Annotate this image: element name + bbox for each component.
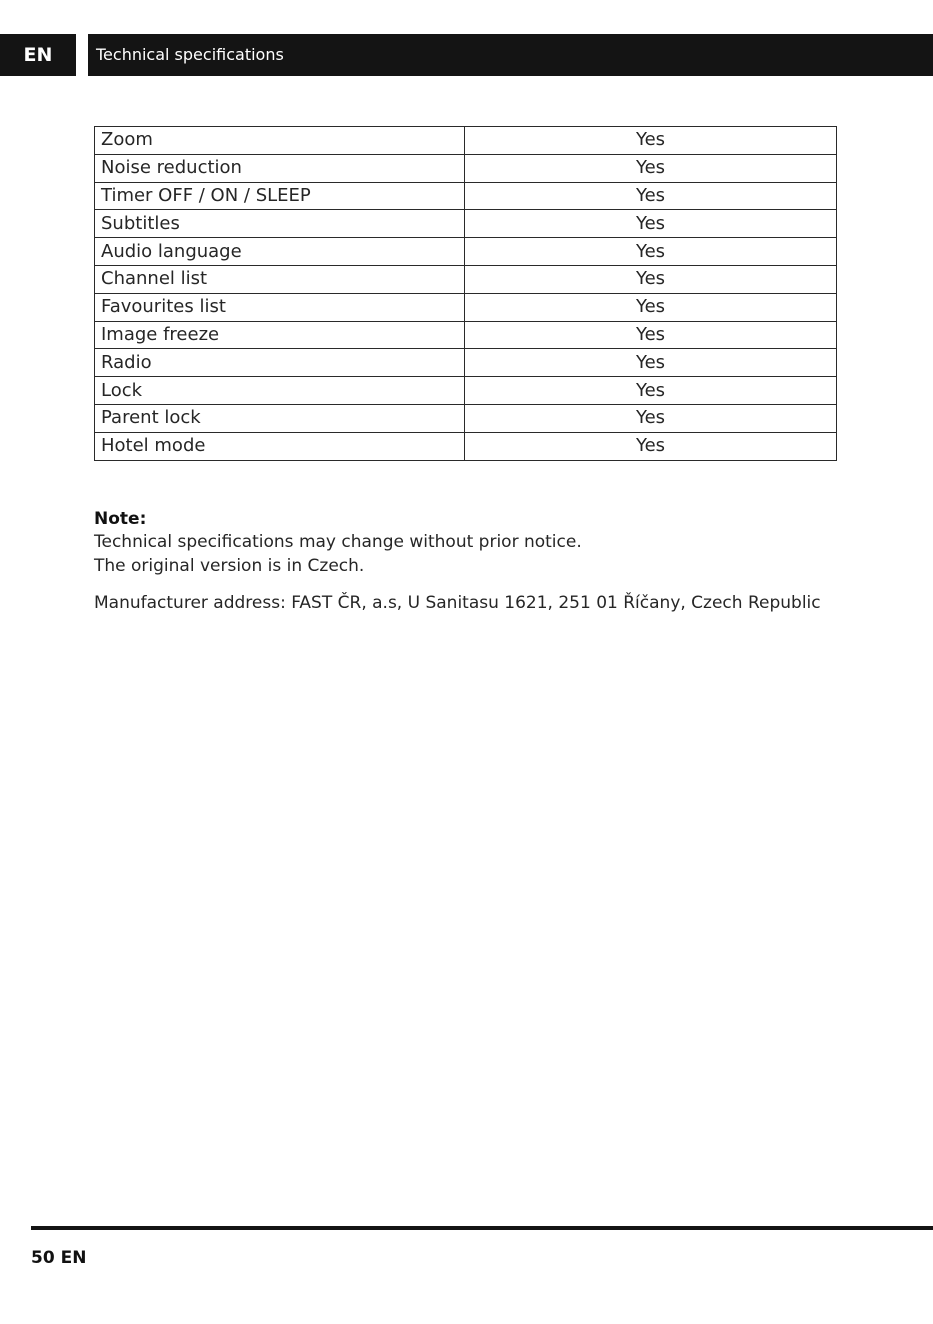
language-badge: EN — [0, 34, 76, 76]
value-cell: Yes — [465, 404, 837, 432]
feature-cell: Image freeze — [95, 321, 465, 349]
note-title: Note: — [94, 509, 147, 529]
specs-table — [94, 126, 837, 461]
table-row — [95, 265, 837, 293]
footer-divider — [31, 1226, 933, 1230]
value-cell: Yes — [465, 349, 837, 377]
table-row — [95, 349, 837, 377]
table-row — [95, 377, 837, 405]
table-row — [95, 293, 837, 321]
feature-cell: Audio language — [95, 238, 465, 266]
feature-cell: Hotel mode — [95, 432, 465, 460]
value-cell: Yes — [465, 182, 837, 210]
value-cell: Yes — [465, 238, 837, 266]
table-row — [95, 210, 837, 238]
feature-cell: Timer OFF / ON / SLEEP — [95, 182, 465, 210]
value-cell: Yes — [465, 432, 837, 460]
value-cell: Yes — [465, 377, 837, 405]
table-row — [95, 404, 837, 432]
value-cell: Yes — [465, 321, 837, 349]
note-line: Technical specifications may change without prior notice. — [94, 532, 582, 552]
note-line: The original version is in Czech. — [94, 556, 365, 576]
feature-cell: Subtitles — [95, 210, 465, 238]
table-row — [95, 432, 837, 460]
value-cell: Yes — [465, 127, 837, 155]
feature-cell: Lock — [95, 377, 465, 405]
feature-cell: Zoom — [95, 127, 465, 155]
feature-cell: Parent lock — [95, 404, 465, 432]
section-header — [88, 34, 933, 76]
value-cell: Yes — [465, 265, 837, 293]
section-title: Technical specifications — [96, 45, 284, 64]
table-row — [95, 238, 837, 266]
feature-cell: Favourites list — [95, 293, 465, 321]
manufacturer-address: Manufacturer address: FAST ČR, a.s, U Sanitasu 1621, 251 01 Říčany, Czech Republic — [94, 593, 821, 613]
value-cell: Yes — [465, 154, 837, 182]
feature-cell: Channel list — [95, 265, 465, 293]
table-row — [95, 127, 837, 155]
note-block — [94, 508, 582, 578]
value-cell: Yes — [465, 293, 837, 321]
feature-cell: Noise reduction — [95, 154, 465, 182]
table-row — [95, 154, 837, 182]
feature-cell: Radio — [95, 349, 465, 377]
value-cell: Yes — [465, 210, 837, 238]
table-row — [95, 182, 837, 210]
page-number: 50 EN — [31, 1248, 87, 1268]
table-row — [95, 321, 837, 349]
